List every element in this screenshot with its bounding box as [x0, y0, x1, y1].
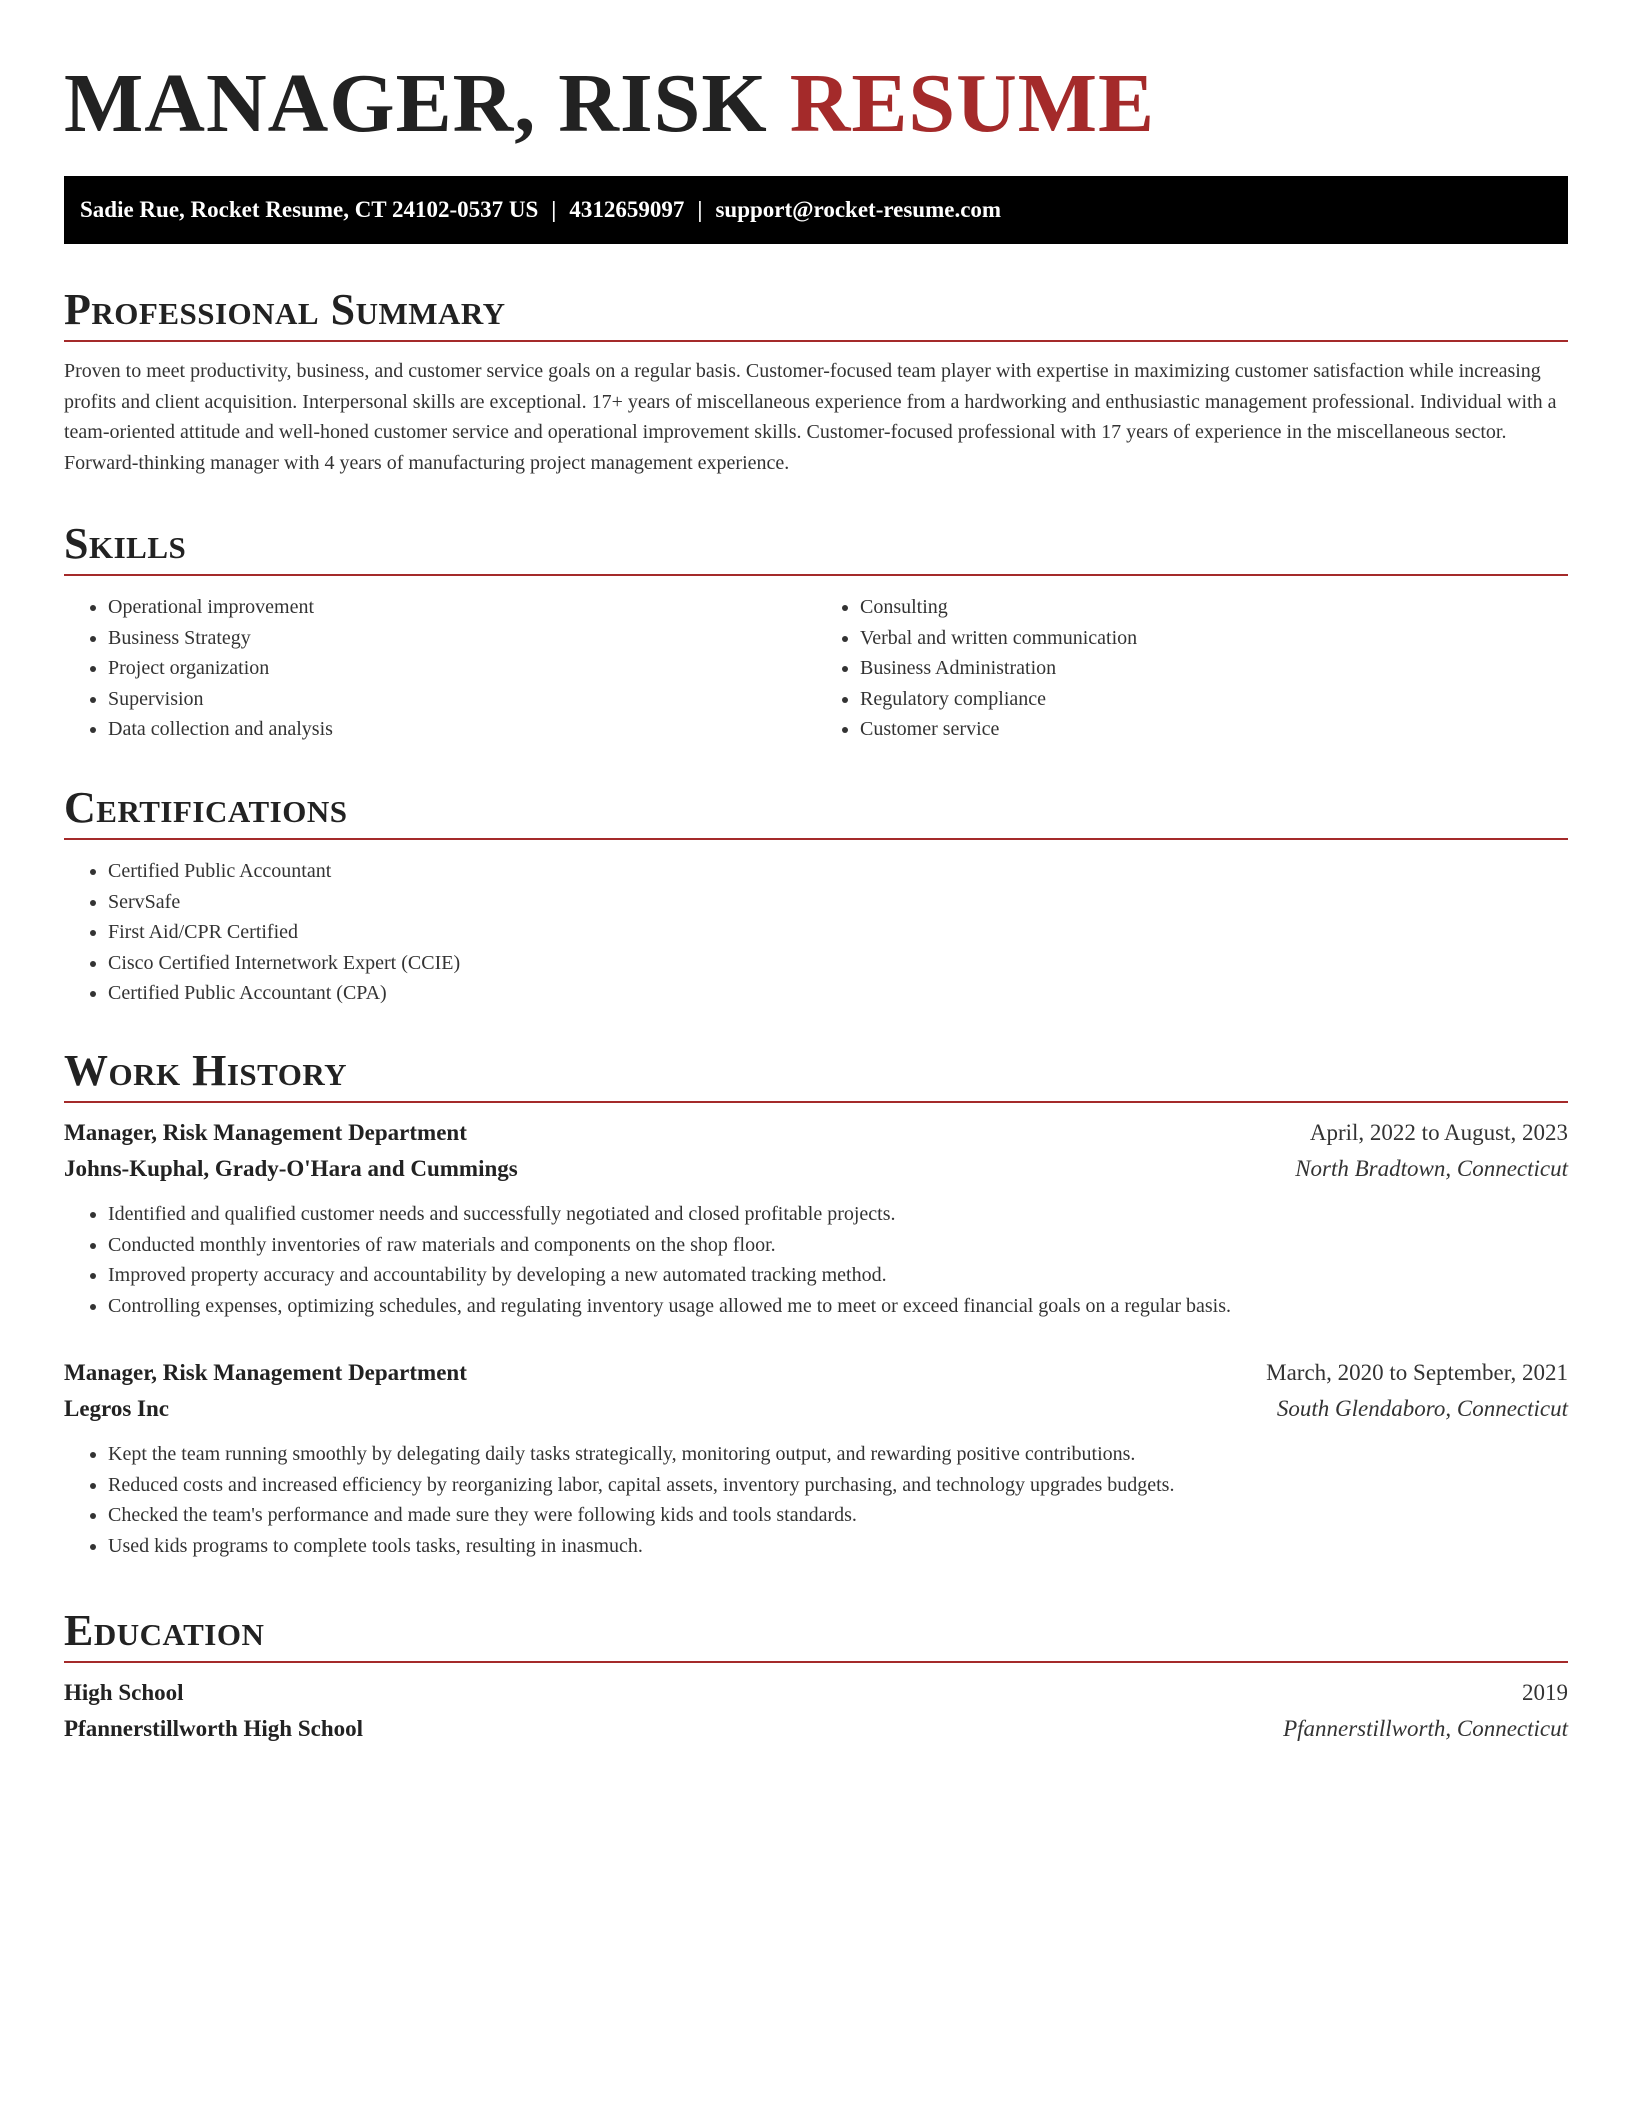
skills-list-right: [816, 592, 1568, 745]
certification-item: • ServSafe: [108, 887, 1568, 918]
contact-phone: 4312659097: [569, 197, 685, 222]
summary-heading: Professional Summary: [64, 284, 1568, 342]
work-history-heading: Work History: [64, 1045, 1568, 1103]
education-entry: [64, 1675, 1568, 1747]
certification-item: • Certified Public Accountant: [108, 856, 1568, 887]
job-location: South Glendaboro, Connecticut: [1276, 1396, 1568, 1421]
job-bullet: • Kept the team running smoothly by delegating daily tasks strategically, monitoring output, and rewarding positive contributions.: [108, 1439, 1568, 1470]
contact-bar: [64, 176, 1568, 244]
job-entry: [64, 1355, 1568, 1561]
education-location: Pfannerstillworth, Connecticut: [1283, 1716, 1568, 1741]
certification-item: • Certified Public Accountant (CPA): [108, 978, 1568, 1009]
job-company: Johns-Kuphal, Grady-O'Hara and Cummings: [64, 1156, 518, 1181]
job-bullet: • Checked the team's performance and made sure they were following kids and tools standards.: [108, 1500, 1568, 1531]
job-subheader: [64, 1391, 1568, 1427]
job-bullet: • Controlling expenses, optimizing schedules, and regulating inventory usage allowed me to meet or exceed financial goals on a regular basis.: [108, 1291, 1568, 1322]
work-history-section: [64, 1045, 1568, 1561]
job-bullet: • Identified and qualified customer needs and successfully negotiated and closed profitable projects.: [108, 1199, 1568, 1230]
job-bullets: [64, 1439, 1568, 1561]
contact-separator: |: [551, 197, 557, 222]
certification-item: • First Aid/CPR Certified: [108, 917, 1568, 948]
contact-address: Sadie Rue, Rocket Resume, CT 24102-0537 US: [80, 197, 539, 222]
certification-item: • Cisco Certified Internetwork Expert (CCIE): [108, 948, 1568, 979]
education-header: [64, 1675, 1568, 1711]
job-bullet: • Reduced costs and increased efficiency by reorganizing labor, capital assets, inventory purchasing, and technology upgrades budgets.: [108, 1470, 1568, 1501]
job-bullet: • Conducted monthly inventories of raw materials and components on the shop floor.: [108, 1230, 1568, 1261]
summary-section: [64, 284, 1568, 478]
certifications-section: [64, 782, 1568, 1009]
contact-separator: |: [697, 197, 703, 222]
certifications-list: [64, 856, 1568, 1009]
education-school: Pfannerstillworth High School: [64, 1716, 364, 1741]
job-company: Legros Inc: [64, 1396, 169, 1421]
education-degree: High School: [64, 1680, 184, 1705]
job-entry: [64, 1115, 1568, 1321]
skill-item: • Project organization: [108, 653, 816, 684]
job-bullets: [64, 1199, 1568, 1321]
skill-item: • Data collection and analysis: [108, 714, 816, 745]
skill-item: • Supervision: [108, 684, 816, 715]
skill-item: • Customer service: [860, 714, 1568, 745]
title-accent: RESUME: [789, 57, 1156, 150]
education-section: [64, 1605, 1568, 1747]
job-location: North Bradtown, Connecticut: [1295, 1156, 1568, 1181]
skills-columns: [64, 576, 1568, 745]
skills-list-left: [64, 592, 816, 745]
title-main: MANAGER, RISK: [64, 57, 768, 150]
skill-item: • Consulting: [860, 592, 1568, 623]
job-header: [64, 1115, 1568, 1151]
resume-page: [64, 0, 1568, 1741]
job-title: Manager, Risk Management Department: [64, 1120, 467, 1145]
skill-item: • Business Strategy: [108, 623, 816, 654]
contact-email[interactable]: support@rocket-resume.com: [715, 197, 1002, 222]
education-heading: Education: [64, 1605, 1568, 1663]
job-bullet: • Used kids programs to complete tools tasks, resulting in inasmuch.: [108, 1531, 1568, 1562]
job-header: [64, 1355, 1568, 1391]
skill-item: • Business Administration: [860, 653, 1568, 684]
job-bullet: • Improved property accuracy and accountability by developing a new automated tracking method.: [108, 1260, 1568, 1291]
education-subheader: [64, 1711, 1568, 1747]
education-year: 2019: [1522, 1680, 1568, 1705]
job-dates: March, 2020 to September, 2021: [1266, 1360, 1568, 1385]
certifications-heading: Certifications: [64, 782, 1568, 840]
job-title: Manager, Risk Management Department: [64, 1360, 467, 1385]
skills-heading: Skills: [64, 518, 1568, 576]
skill-item: • Regulatory compliance: [860, 684, 1568, 715]
skill-item: • Verbal and written communication: [860, 623, 1568, 654]
resume-title: [64, 0, 1568, 150]
job-subheader: [64, 1151, 1568, 1187]
skills-section: [64, 518, 1568, 745]
job-dates: April, 2022 to August, 2023: [1309, 1120, 1568, 1145]
skill-item: • Operational improvement: [108, 592, 816, 623]
summary-text: Proven to meet productivity, business, and customer service goals on a regular basis. Customer-focused team player with expertise in maximizing customer satisfaction while increasing profits and client acquisition. Interpersonal skills are exceptional. 17+ years of miscellaneous experience from a hardworking and enthusiastic management professional. Individual with a team-oriented attitude and well-honed customer service and operational improvement skills. Customer-focused professional with 17 years of experience in the miscellaneous sector. Forward-thinking manager with 4 years of manufacturing project management experience.: [64, 360, 1557, 474]
